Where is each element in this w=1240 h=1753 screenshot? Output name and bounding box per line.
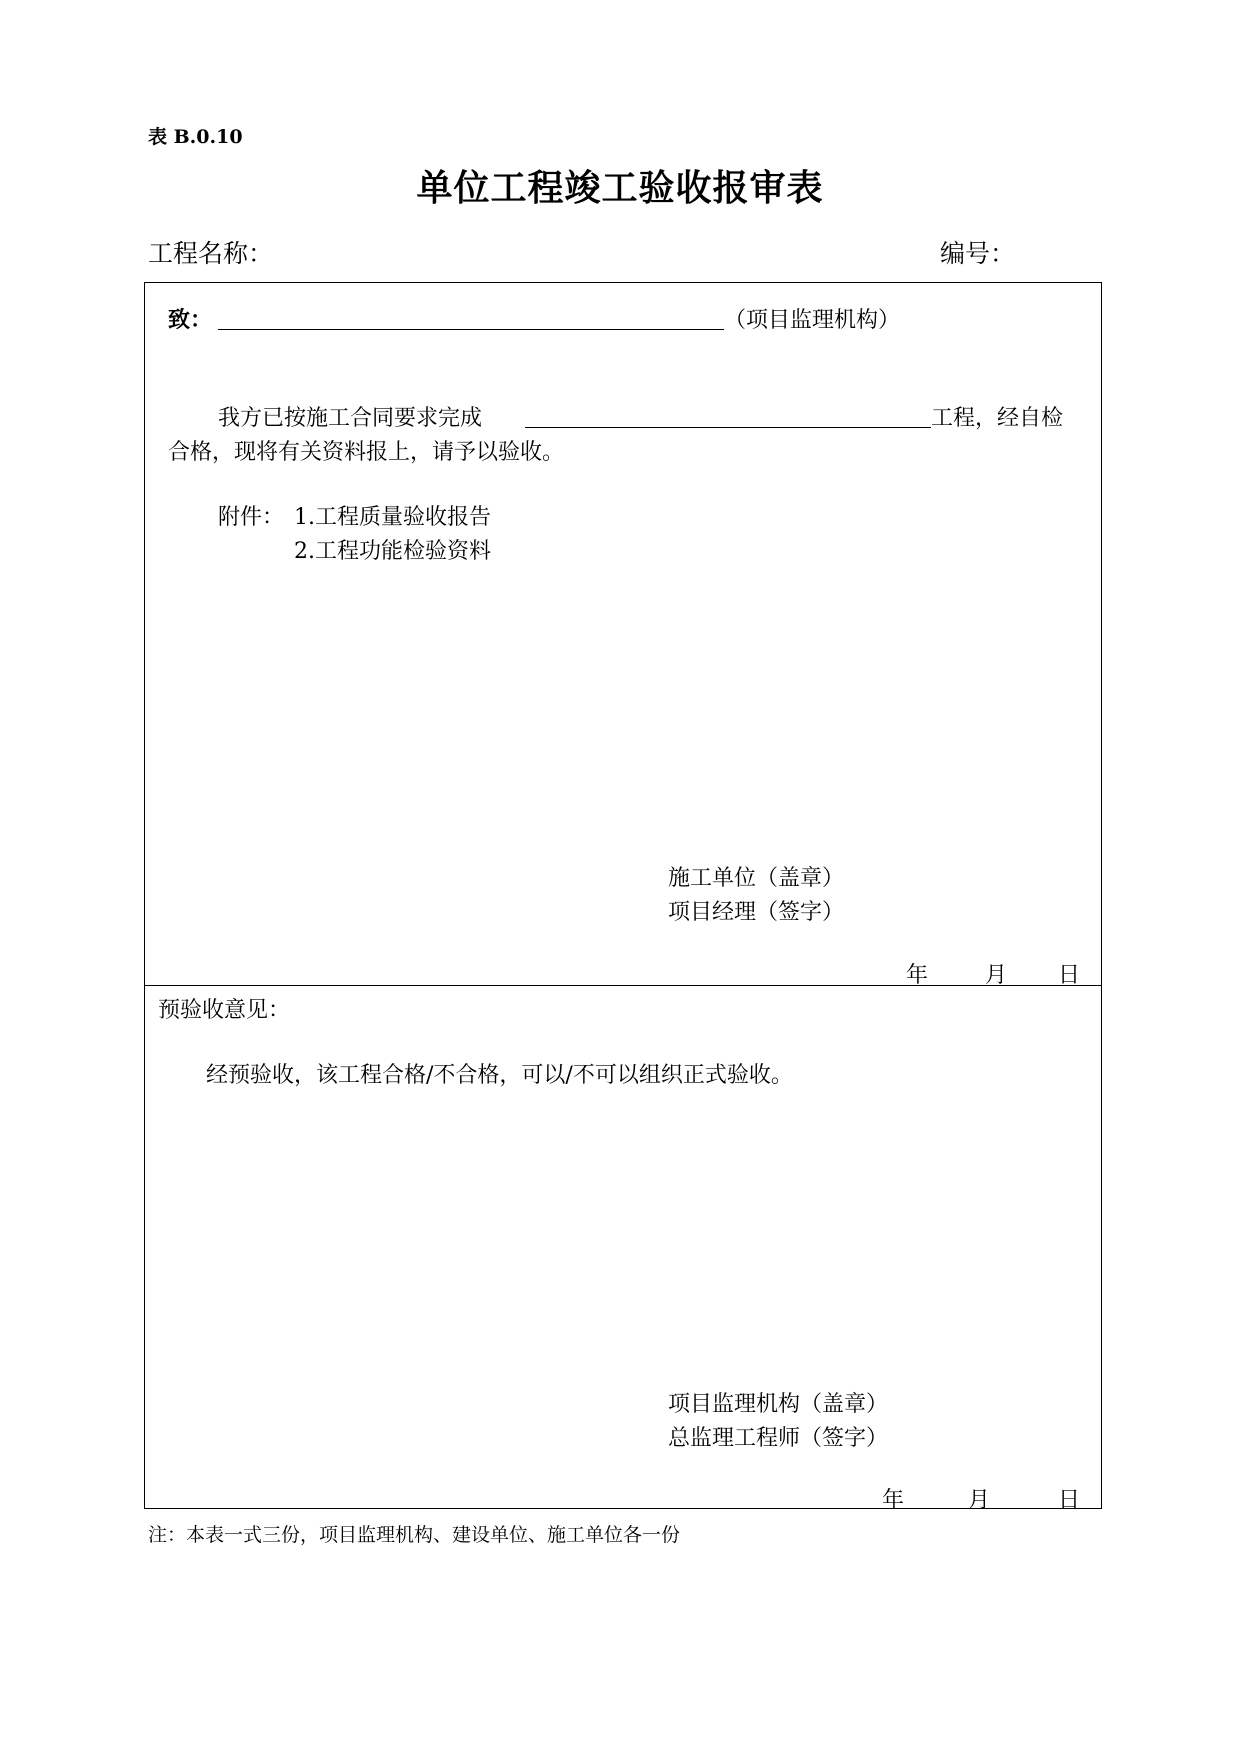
- body-text-prefix: 我方已按施工合同要求完成: [218, 406, 483, 431]
- attachment-item: 2.工程功能检验资料: [294, 539, 491, 564]
- body-text-suffix: 工程，经自检: [931, 406, 1064, 431]
- sign-chief-engineer: 总监理工程师（签字）: [668, 1426, 889, 1451]
- sign-supervision-org: 项目监理机构（盖章）: [668, 1392, 889, 1417]
- attachments-label: 附件：: [218, 505, 285, 530]
- sign-project-manager: 项目经理（签字）: [668, 900, 845, 925]
- date-month: 月: [985, 963, 1008, 988]
- footer-note: 注：本表一式三份，项目监理机构、建设单位、施工单位各一份: [148, 1524, 681, 1546]
- project-name-label: 工程名称：: [148, 239, 274, 268]
- form-code: 表 B.0.10: [148, 126, 243, 148]
- section-divider: [144, 985, 1102, 986]
- attachment-item: 1.工程质量验收报告: [294, 505, 491, 530]
- form-table: [144, 282, 1102, 1509]
- date-month: 月: [968, 1488, 991, 1513]
- pre-acceptance-label: 预验收意见：: [158, 998, 291, 1023]
- to-suffix: （项目监理机构）: [724, 308, 901, 333]
- to-recipient-field[interactable]: [218, 329, 724, 330]
- date-year: 年: [882, 1488, 905, 1513]
- date-year: 年: [906, 963, 929, 988]
- body-text-line2: 合格，现将有关资料报上，请予以验收。: [168, 440, 565, 465]
- sign-construction-unit: 施工单位（盖章）: [668, 866, 845, 891]
- serial-no-label: 编号：: [940, 239, 1016, 268]
- pre-acceptance-opinion: 经预验收，该工程合格/不合格，可以/不可以组织正式验收。: [206, 1063, 793, 1088]
- page-title: 单位工程竣工验收报审表: [416, 167, 824, 209]
- date-day: 日: [1058, 1488, 1081, 1513]
- project-completed-field[interactable]: [525, 427, 931, 428]
- date-day: 日: [1058, 963, 1081, 988]
- to-label: 致：: [168, 307, 213, 333]
